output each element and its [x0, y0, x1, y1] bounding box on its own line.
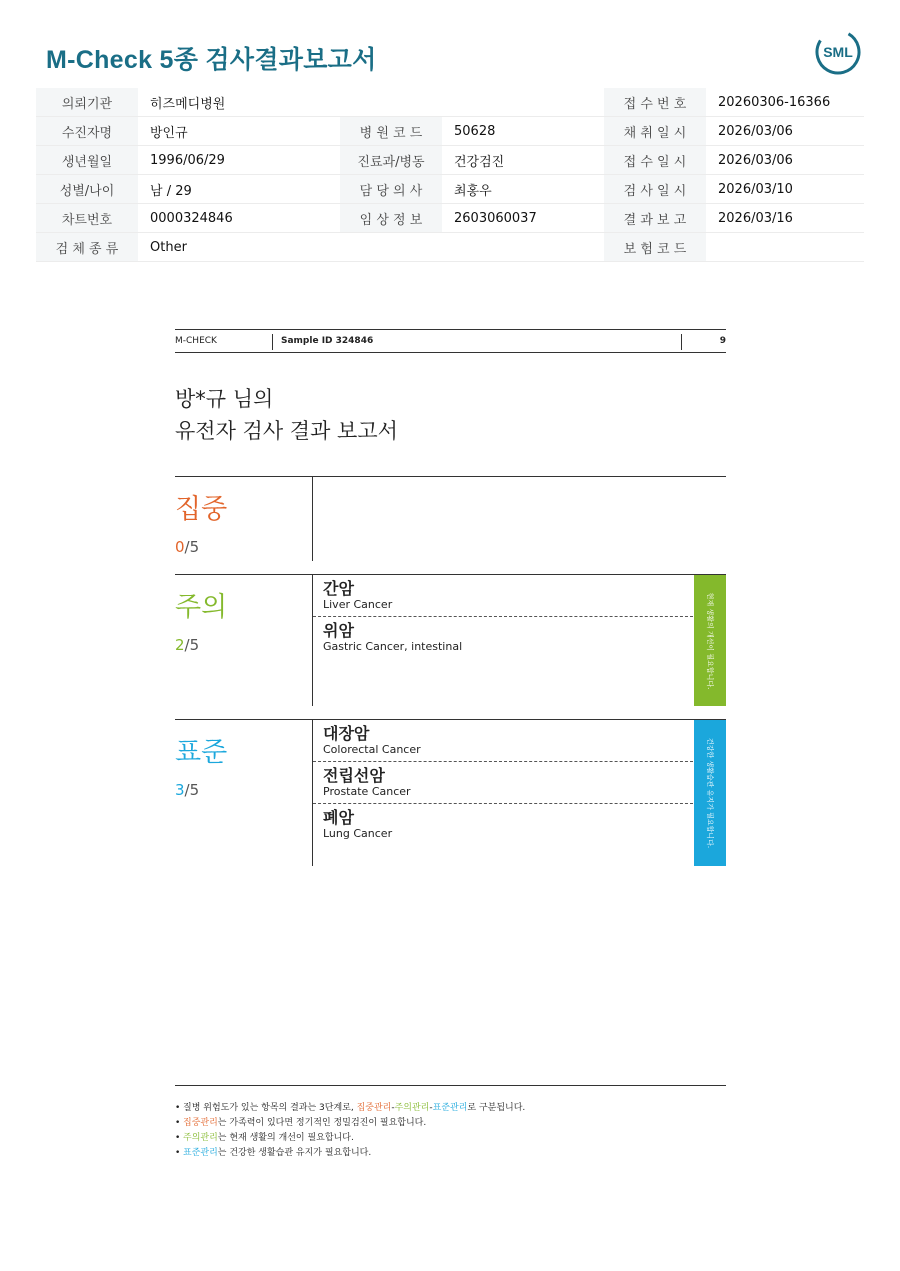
table-row: [36, 88, 864, 117]
divider: [272, 334, 273, 350]
list-item: [323, 809, 693, 841]
count-value: 2: [175, 636, 185, 654]
section-standard: [175, 719, 726, 866]
count-caution: [175, 636, 199, 654]
label-hospital-code: 병 원 코 드: [340, 117, 442, 146]
note-caution: 주의관리: [394, 1103, 430, 1113]
note-focus: 집중관리: [183, 1118, 218, 1128]
label-insurance-code: 보 험 코 드: [604, 233, 706, 262]
item-name-en: Colorectal Cancer: [323, 743, 421, 756]
note-text: 는 현재 생활의 개선이 필요합니다.: [217, 1133, 354, 1143]
list-item: [323, 725, 693, 757]
table-row: [36, 175, 864, 204]
label-clinical-info: 임 상 정 보: [340, 204, 442, 233]
item-name-ko: 위암: [323, 621, 354, 640]
item-name-ko: 대장암: [323, 724, 370, 743]
item-name-ko: 간암: [323, 579, 354, 598]
label-department: 진료과/병동: [340, 146, 442, 175]
brand-label: M-CHECK: [175, 336, 217, 346]
item-name-en: Gastric Cancer, intestinal: [323, 640, 463, 653]
footnotes: [175, 1101, 525, 1161]
caution-side-banner: [694, 575, 726, 706]
note-line: • 집중관리는 가족력이 있다면 정기적인 정밀검진이 필요합니다.: [175, 1118, 427, 1128]
greeting-title: 유전자 검사 결과 보고서: [175, 419, 398, 443]
side-text: 건강한 생활습관 유지가 필요합니다.: [706, 737, 714, 849]
section-caution: [175, 574, 726, 706]
label-doctor: 담 당 의 사: [340, 175, 442, 204]
level-focus: 집중: [175, 494, 228, 525]
empty-cell: [340, 88, 442, 117]
note-sep: -: [429, 1103, 433, 1113]
divider: [312, 477, 313, 561]
note-sep: -: [391, 1103, 395, 1113]
label-test-date: 검 사 일 시: [604, 175, 706, 204]
item-name-en: Lung Cancer: [323, 827, 393, 840]
empty-cell: [340, 233, 442, 262]
value-requesting-institution: 히즈메디병원: [138, 88, 340, 117]
value-result-report: 2026/03/16: [706, 204, 864, 233]
note-line: • 질병 위험도가 있는 항목의 결과는 3단계로, 집중관리-주의관리-표준관리로 구분됩니다.: [175, 1103, 526, 1113]
value-birth-date: 1996/06/29: [138, 146, 340, 175]
table-row: [36, 146, 864, 175]
label-collection-date: 채 취 일 시: [604, 117, 706, 146]
dashed-divider: [313, 761, 693, 762]
divider: [312, 720, 313, 866]
note-caution: 주의관리: [183, 1133, 218, 1143]
label-requesting-institution: 의뢰기관: [36, 88, 138, 117]
note-line: • 표준관리는 건강한 생활습관 유지가 필요합니다.: [175, 1148, 372, 1158]
label-sex-age: 성별/나이: [36, 175, 138, 204]
item-name-en: Prostate Cancer: [323, 785, 411, 798]
empty-cell: [442, 233, 604, 262]
count-total: /5: [184, 781, 200, 799]
note-text: 는 건강한 생활습관 유지가 필요합니다.: [217, 1148, 372, 1158]
count-focus: [175, 538, 199, 556]
count-total: /5: [184, 538, 200, 556]
page-number: 9: [719, 336, 726, 346]
sample-id: Sample ID 324846: [281, 336, 374, 346]
value-sex-age: 남 / 29: [138, 175, 340, 204]
level-caution: 주의: [175, 592, 228, 623]
value-doctor: 최홍우: [442, 175, 604, 204]
divider: [681, 334, 682, 350]
report-page: [175, 329, 726, 1169]
value-department: 건강검진: [442, 146, 604, 175]
count-value: 0: [175, 538, 185, 556]
count-total: /5: [184, 636, 200, 654]
level-standard: 표준: [175, 737, 228, 768]
page-title: M-Check 5종 검사결과보고서: [46, 46, 377, 74]
note-focus: 집중관리: [356, 1103, 392, 1113]
empty-cell: [442, 88, 604, 117]
note-line: • 주의관리는 현재 생활의 개선이 필요합니다.: [175, 1133, 354, 1143]
value-specimen-type: Other: [138, 233, 340, 262]
label-patient-name: 수진자명: [36, 117, 138, 146]
value-test-date: 2026/03/10: [706, 175, 864, 204]
value-receipt-date: 2026/03/06: [706, 146, 864, 175]
section-focus: [175, 476, 726, 561]
sml-logo: [814, 28, 862, 76]
report-header: [175, 329, 726, 353]
note-text: 로 구분됩니다.: [467, 1103, 526, 1113]
label-chart-number: 차트번호: [36, 204, 138, 233]
value-collection-date: 2026/03/06: [706, 117, 864, 146]
value-clinical-info: 2603060037: [442, 204, 604, 233]
count-standard: [175, 781, 199, 799]
label-result-report: 결 과 보 고: [604, 204, 706, 233]
list-item: [323, 622, 693, 654]
note-text: 는 가족력이 있다면 정기적인 정밀검진이 필요합니다.: [217, 1118, 427, 1128]
value-insurance-code: [706, 233, 864, 262]
list-item: [323, 580, 693, 612]
item-name-en: Liver Cancer: [323, 598, 393, 611]
value-hospital-code: 50628: [442, 117, 604, 146]
divider: [312, 575, 313, 706]
item-name-ko: 폐암: [323, 808, 354, 827]
footer-divider: [175, 1085, 726, 1086]
label-receipt-number: 접 수 번 호: [604, 88, 706, 117]
value-patient-name: 방인규: [138, 117, 340, 146]
dashed-divider: [313, 803, 693, 804]
table-row: [36, 233, 864, 262]
list-item: [323, 767, 693, 799]
label-birth-date: 생년월일: [36, 146, 138, 175]
patient-info-table: [36, 88, 864, 262]
count-value: 3: [175, 781, 185, 799]
standard-side-banner: [694, 720, 726, 866]
label-specimen-type: 검 체 종 류: [36, 233, 138, 262]
note-standard: 표준관리: [183, 1148, 218, 1158]
greeting-name: 방*규 님의: [175, 387, 274, 411]
dashed-divider: [313, 616, 693, 617]
side-text: 현재 생활의 개선이 필요합니다.: [706, 592, 714, 689]
logo-text: SML: [823, 44, 853, 60]
note-standard: 표준관리: [432, 1103, 468, 1113]
value-chart-number: 0000324846: [138, 204, 340, 233]
table-row: [36, 117, 864, 146]
table-row: [36, 204, 864, 233]
item-name-ko: 전립선암: [323, 766, 385, 785]
note-text: 질병 위험도가 있는 항목의 결과는 3단계로,: [183, 1103, 357, 1113]
label-receipt-date: 접 수 일 시: [604, 146, 706, 175]
value-receipt-number: 20260306-16366: [706, 88, 864, 117]
